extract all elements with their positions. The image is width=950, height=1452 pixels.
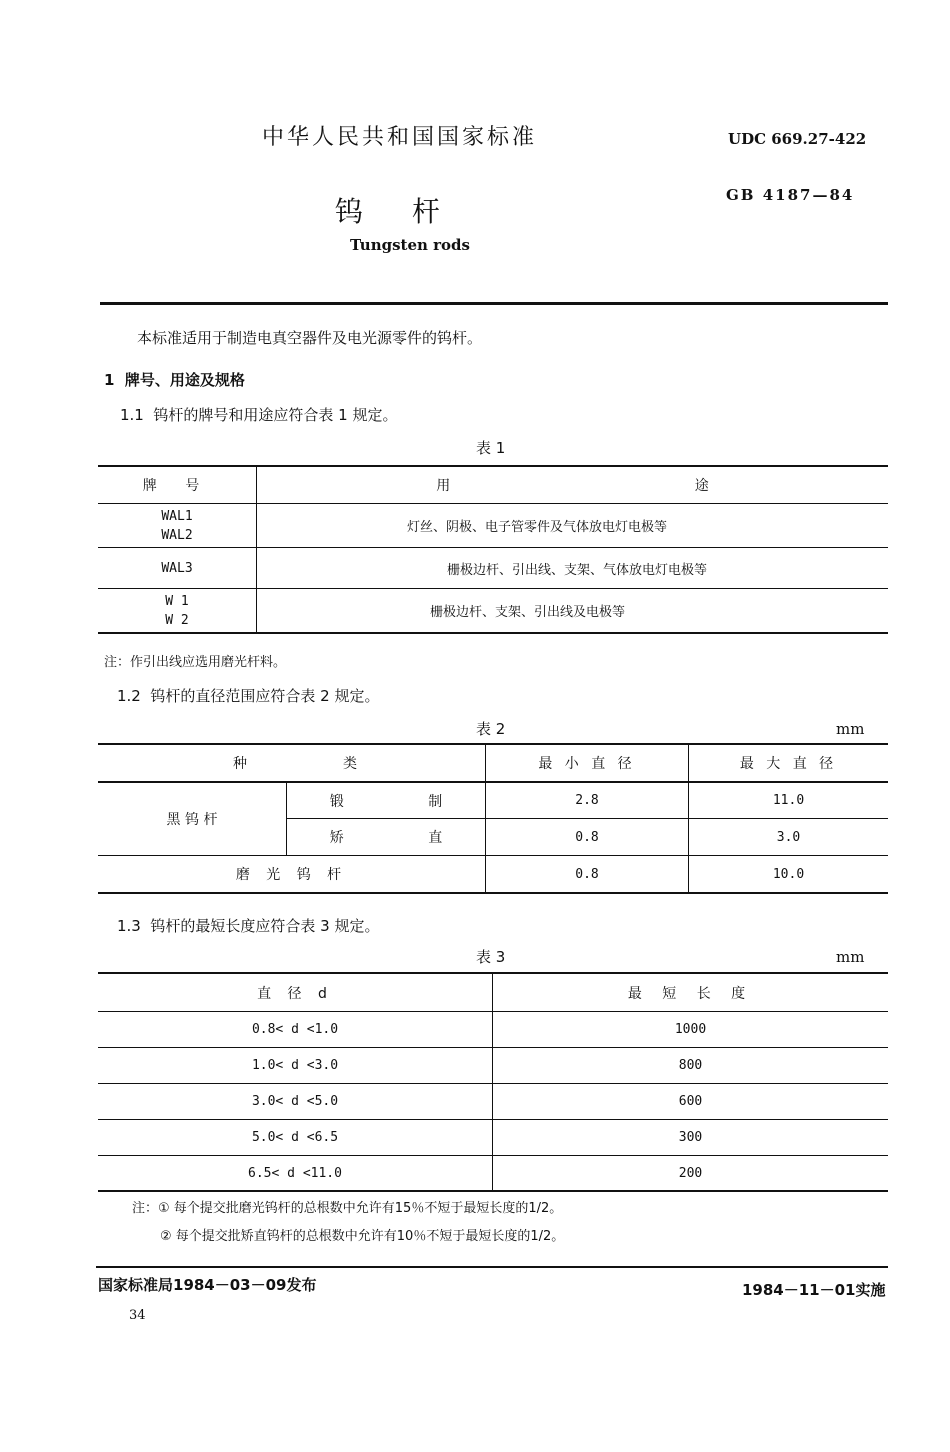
document-title-en: Tungsten rods xyxy=(350,236,470,254)
footer-rule xyxy=(96,1266,888,1268)
table3-length: 1000 xyxy=(674,1022,707,1037)
grade: W 1 xyxy=(165,593,189,609)
table3-header-length: 最 短 长 度 xyxy=(627,985,754,1002)
table3-length: 800 xyxy=(678,1058,703,1073)
table2-group-label: 黑 钨 杆 xyxy=(166,812,218,828)
table1-row xyxy=(98,548,256,588)
table3-note-2: ② 每个提交批矫直钨杆的总根数中允许有10％不短于最短长度的1/2。 xyxy=(160,1229,565,1244)
table3-unit: mm xyxy=(836,948,865,966)
table3-length: 600 xyxy=(678,1094,703,1109)
table3-range: 0.8< d <1.0 xyxy=(251,1022,339,1037)
section-1-1: 1.1 钨杆的牌号和用途应符合表 1 规定。 xyxy=(120,406,398,424)
section-1-2: 1.2 钨杆的直径范围应符合表 2 规定。 xyxy=(117,687,380,705)
table2-caption: 表 2 xyxy=(476,720,506,738)
table3-header-diameter: 直 径 d xyxy=(257,985,333,1002)
effective-date: 1984－11－01实施 xyxy=(742,1281,886,1299)
section-1-3: 1.3 钨杆的最短长度应符合表 3 规定。 xyxy=(117,917,380,935)
table3-range: 6.5< d <11.0 xyxy=(248,1165,342,1181)
grade: W 2 xyxy=(165,612,189,628)
table3-range: 5.0< d <6.5 xyxy=(251,1130,339,1145)
table3-range: 3.0< d <5.0 xyxy=(251,1094,339,1109)
header-rule xyxy=(100,302,888,305)
table2-header-kind: 种 xyxy=(233,756,247,772)
table1-use: 栅极边杆、引出线、支架、气体放电灯电极等 xyxy=(446,562,707,578)
table1-row xyxy=(98,589,256,632)
table2-min: 0.8 xyxy=(575,866,599,882)
table2-type: 矫 直 xyxy=(329,830,483,846)
table2-polished-label: 磨 光 钨 杆 xyxy=(235,867,348,883)
table2-type: 锻 制 xyxy=(329,793,483,810)
table2-max: 3.0 xyxy=(776,829,801,845)
table2-min: 0.8 xyxy=(575,829,599,845)
table3-caption: 表 3 xyxy=(476,948,506,966)
udc-code: UDC 669.27-422 xyxy=(728,130,867,148)
table2-min: 2.8 xyxy=(575,793,599,808)
issued-date: 国家标准局1984－03－09发布 xyxy=(98,1276,317,1294)
intro-text: 本标准适用于制造电真空器件及电光源零件的钨杆。 xyxy=(137,329,483,347)
grade: WAL3 xyxy=(161,560,193,576)
table3-range: 1.0< d <3.0 xyxy=(251,1058,339,1073)
table1-use: 灯丝、阴极、电子管零件及气体放电灯电极等 xyxy=(406,520,667,535)
gb-code: GB 4187—84 xyxy=(726,186,855,204)
table2-header-max: 最 大 直 径 xyxy=(739,756,838,772)
table2-header-class: 类 xyxy=(343,756,357,772)
grade: WAL2 xyxy=(161,527,193,543)
table1-row xyxy=(98,504,256,547)
grade: WAL1 xyxy=(161,508,193,524)
table1-use: 栅极边杆、支架、引出线及电极等 xyxy=(429,605,625,620)
table2-max: 11.0 xyxy=(772,793,805,808)
table3-length: 300 xyxy=(678,1130,703,1145)
document-title-cn: 钨 杆 xyxy=(335,195,460,228)
table1-caption: 表 1 xyxy=(476,439,506,457)
table3-note-1: 注：① 每个提交批磨光钨杆的总根数中允许有15％不短于最短长度的1/2。 xyxy=(132,1201,563,1216)
table3-length: 200 xyxy=(678,1165,703,1181)
page-number: 34 xyxy=(129,1308,146,1323)
national-standard-title: 中华人民共和国国家标准 xyxy=(262,125,538,150)
table2-max: 10.0 xyxy=(772,866,805,882)
table1-note: 注：作引出线应选用磨光杆料。 xyxy=(104,655,287,670)
table1-header-use: 用 途 xyxy=(436,478,829,494)
table2-header-min: 最 小 直 径 xyxy=(538,756,636,772)
table2-unit: mm xyxy=(836,720,865,738)
table1-header-grade: 牌 号 xyxy=(142,478,212,494)
section-1-heading: 1 牌号、用途及规格 xyxy=(104,371,245,389)
